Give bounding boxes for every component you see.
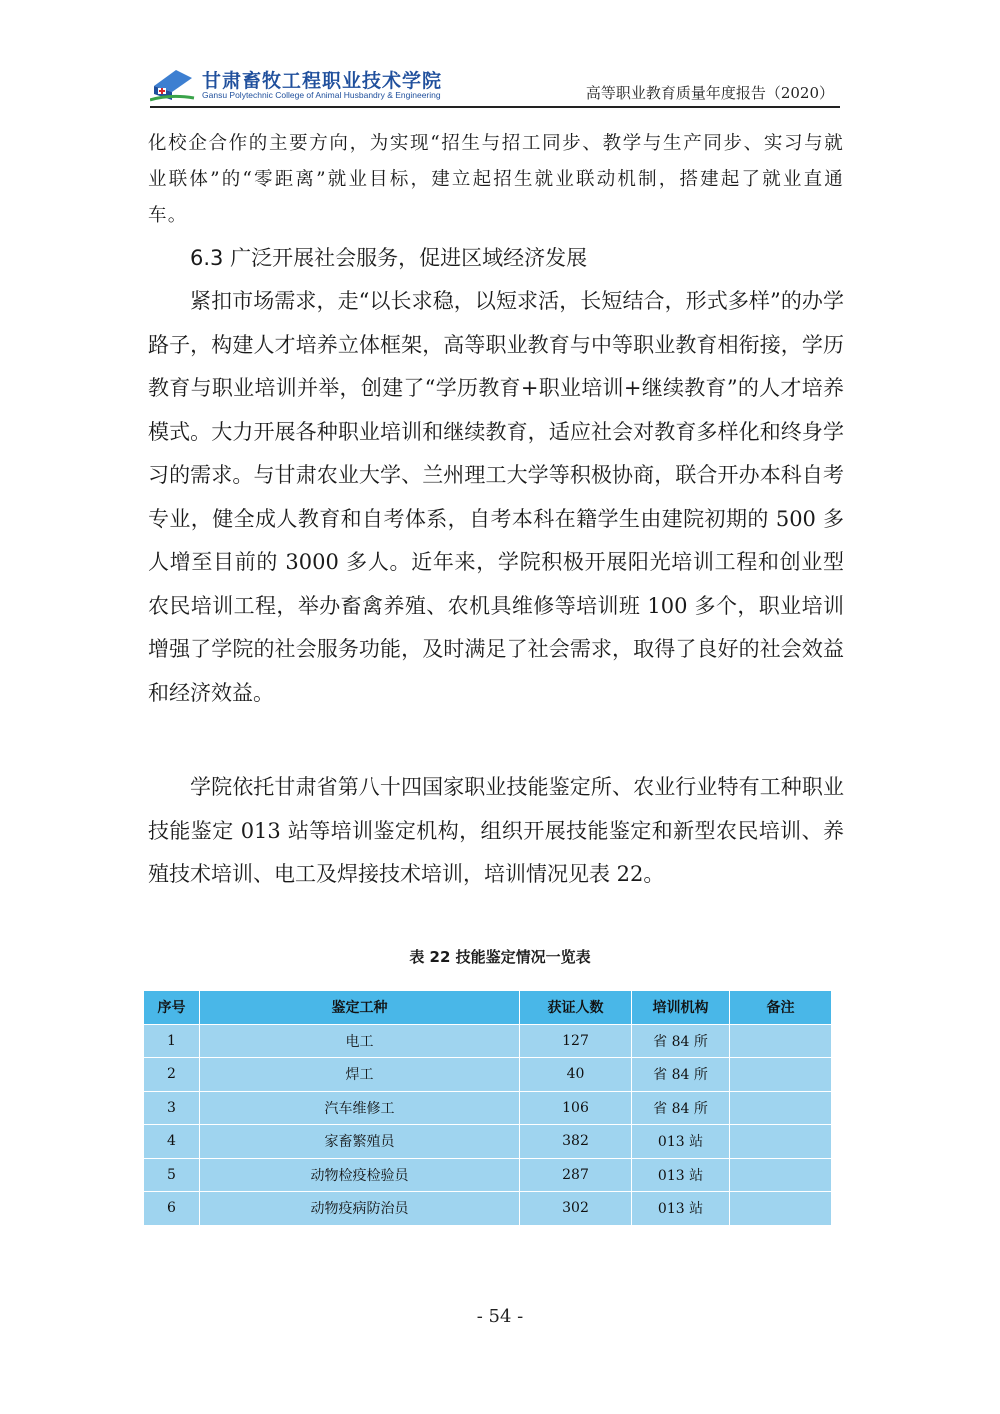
school-name: 甘肃畜牧工程职业技术学院: [202, 70, 443, 92]
cell-index: 4: [144, 1125, 200, 1159]
page-header: [150, 62, 840, 108]
cell-institution: 省 84 所: [632, 1058, 730, 1092]
cell-institution: 省 84 所: [632, 1024, 730, 1058]
table-row: [144, 1125, 832, 1159]
header-cell-institution: 培训机构: [632, 991, 730, 1025]
cell-certified-count: 287: [520, 1158, 632, 1192]
cell-index: 3: [144, 1091, 200, 1125]
cell-index: 5: [144, 1158, 200, 1192]
paragraph-social-service: 紧扣市场需求，走“以长求稳，以短求活，长短结合，形式多样”的办学路子，构建人才培养立体框架，高等职业教育与中等职业教育相衔接，学历教育与职业培训并举，创建了“学历教育+职业培训+继续教育”的人才培养模式。大力开展各种职业培训和继续教育，适应社会对教育多样化和终身学习的需求。与甘肃农业大学、兰州理工大学等积极协商，联合开办本科自考专业，健全成人教育和自考体系，自考本科在籍学生由建院初期的 500 多人增至目前的 3000 多人。近年来，学院积极开展阳光培训工程和创业型农民培训工程，举办畜禽养殖、农机具维修等培训班 100 多个，职业培训增强了学院的社会服务功能，及时满足了社会需求，取得了良好的社会效益和经济效益。: [148, 289, 844, 705]
table-caption: 表 22 技能鉴定情况一览表: [409, 948, 591, 966]
paragraph-continued: 化校企合作的主要方向，为实现“招生与招工同步、教学与生产同步、实习与就业联体”的“零距离”就业目标，建立起招生就业联动机制，搭建起了就业直通车。: [148, 133, 844, 226]
table-header-row: [144, 991, 832, 1025]
cell-institution: 省 84 所: [632, 1091, 730, 1125]
cell-certified-count: 127: [520, 1024, 632, 1058]
cell-certified-count: 302: [520, 1192, 632, 1226]
header-cell-index: 序号: [144, 991, 200, 1025]
section-heading: 6.3 广泛开展社会服务，促进区域经济发展: [190, 246, 588, 270]
cell-job-type: 汽车维修工: [200, 1091, 520, 1125]
cell-job-type: 家畜繁殖员: [200, 1125, 520, 1159]
cell-index: 2: [144, 1058, 200, 1092]
page-number: - 54 -: [476, 1306, 524, 1327]
cell-remarks: [730, 1125, 832, 1159]
header-cell-certified-count: 获证人数: [520, 991, 632, 1025]
cell-institution: 013 站: [632, 1192, 730, 1226]
skill-appraisal-table: [143, 990, 832, 1226]
paragraph-skill-appraisal: 学院依托甘肃省第八十四国家职业技能鉴定所、农业行业特有工种职业技能鉴定 013 站等培训鉴定机构，组织开展技能鉴定和新型农民培训、养殖技术培训、电工及焊接技术培训，培训情况见表 22。: [148, 775, 844, 886]
report-title: 高等职业教育质量年度报告（2020）: [585, 84, 834, 102]
college-logo-icon: [150, 64, 196, 104]
cell-certified-count: 106: [520, 1091, 632, 1125]
cell-remarks: [730, 1091, 832, 1125]
cell-index: 6: [144, 1192, 200, 1226]
cell-institution: 013 站: [632, 1125, 730, 1159]
cell-job-type: 动物疫病防治员: [200, 1192, 520, 1226]
table-row: [144, 1058, 832, 1092]
cell-job-type: 动物检疫检验员: [200, 1158, 520, 1192]
table-row: [144, 1158, 832, 1192]
table-row: [144, 1192, 832, 1226]
header-cell-job-type: 鉴定工种: [200, 991, 520, 1025]
cell-index: 1: [144, 1024, 200, 1058]
table-row: [144, 1091, 832, 1125]
cell-certified-count: 40: [520, 1058, 632, 1092]
cell-remarks: [730, 1192, 832, 1226]
cell-remarks: [730, 1158, 832, 1192]
cell-remarks: [730, 1024, 832, 1058]
header-cell-remarks: 备注: [730, 991, 832, 1025]
cell-certified-count: 382: [520, 1125, 632, 1159]
cell-job-type: 焊工: [200, 1058, 520, 1092]
cell-remarks: [730, 1058, 832, 1092]
school-name-english: Gansu Polytechnic College of Animal Husbandry & Engineering: [202, 90, 441, 100]
table-row: [144, 1024, 832, 1058]
cell-job-type: 电工: [200, 1024, 520, 1058]
header-divider: [150, 106, 840, 108]
cell-institution: 013 站: [632, 1158, 730, 1192]
